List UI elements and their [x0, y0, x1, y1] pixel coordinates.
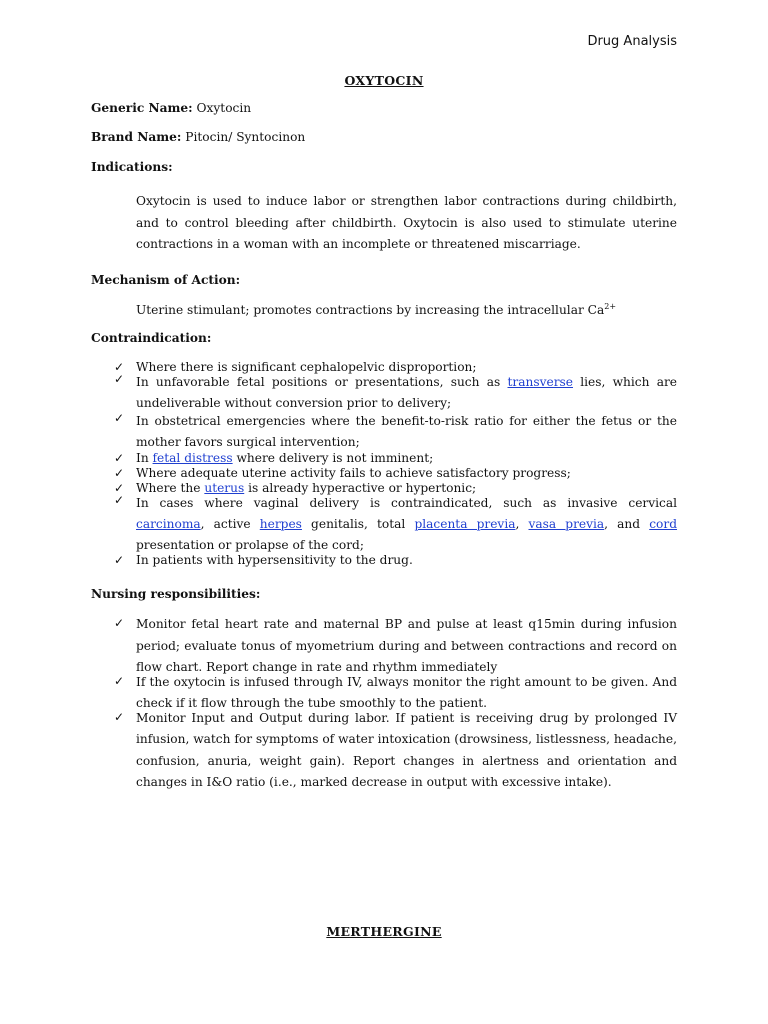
- drug-title-oxytocin: OXYTOCIN: [344, 73, 424, 88]
- contraindication-list: [114, 360, 677, 568]
- checkmark-icon: ✓: [114, 673, 125, 688]
- checkmark-icon: ✓: [114, 709, 125, 724]
- link-herpes[interactable]: herpes: [259, 517, 302, 531]
- list-item: ✓ In cases where vaginal delivery is contraindicated, such as invasive cervical carcinoma, active herpes genitalis, total placenta previa, vasa previa, and cord presentation or prolapse of the cord;: [114, 493, 677, 556]
- checkmark-icon: ✓: [114, 553, 125, 567]
- contraindication-heading: Contraindication:: [91, 331, 212, 345]
- list-item: ✓ Monitor fetal heart rate and maternal BP and pulse at least q15min during infusion period; evaluate tonus of myometrium during and between contractions and record on flow chart. Report change in rate and rhythm immediately: [114, 614, 677, 679]
- list-item: ✓ In obstetrical emergencies where the benefit-to-risk ratio for either the fetus or the mother favors surgical intervention;: [114, 411, 677, 453]
- mechanism-heading: Mechanism of Action:: [91, 273, 241, 287]
- mechanism-text: [136, 302, 616, 317]
- list-item: ✓ In fetal distress where delivery is not imminent;: [114, 451, 434, 465]
- link-vasa-previa[interactable]: vasa previa: [528, 517, 605, 531]
- generic-name-label: Generic Name:: [91, 101, 193, 115]
- link-carcinoma[interactable]: carcinoma: [136, 517, 201, 531]
- link-uterus[interactable]: uterus: [204, 481, 245, 495]
- generic-name-value: Oxytocin: [192, 101, 252, 115]
- link-transverse[interactable]: transverse: [507, 375, 573, 389]
- mechanism-text-body: Uterine stimulant; promotes contractions by increasing the intracellular Ca: [136, 303, 605, 318]
- list-item: ✓ In unfavorable fetal positions or presentations, such as transverse lies, which are undeliverable without conversion prior to delivery;: [114, 372, 677, 414]
- brand-name-line: [91, 130, 305, 144]
- indications-heading: Indications:: [91, 160, 173, 174]
- brand-name-value: Pitocin/ Syntocinon: [181, 130, 306, 144]
- nursing-list: [114, 614, 677, 794]
- list-item: ✓ Where the uterus is already hyperactive or hypertonic;: [114, 481, 477, 495]
- link-placenta-previa[interactable]: placenta previa: [414, 517, 516, 531]
- checkmark-icon: ✓: [114, 481, 125, 495]
- checkmark-icon: ✓: [114, 466, 125, 480]
- generic-name-line: [91, 101, 251, 115]
- checkmark-icon: ✓: [114, 451, 125, 465]
- link-cord[interactable]: cord: [649, 517, 678, 531]
- checkmark-icon: ✓: [114, 372, 125, 386]
- checkmark-icon: ✓: [114, 411, 125, 425]
- list-item: ✓ Monitor Input and Output during labor. If patient is receiving drug by prolonged IV infusion, watch for symptoms of water intoxication (drowsiness, listlessness, headache, confusion, anuria, weight gain). Report changes in alertness and orientation and changes in I&O ratio (i.e., marked decrease in output with excessive intake).: [114, 708, 677, 794]
- page-header: Drug Analysis: [587, 34, 677, 49]
- list-item: ✓ Where adequate uterine activity fails to achieve satisfactory progress;: [114, 466, 571, 480]
- indications-paragraph: Oxytocin is used to induce labor or strengthen labor contractions during childbirth, and to control bleeding after childbirth. Oxytocin is also used to stimulate uterine contractions in a woman with an incomplete or threatened miscarriage.: [136, 194, 677, 251]
- checkmark-icon: ✓: [114, 360, 125, 374]
- brand-name-label: Brand Name:: [91, 130, 182, 144]
- nursing-heading: Nursing responsibilities:: [91, 587, 261, 601]
- drug-title-merthergine: MERTHERGINE: [326, 924, 442, 939]
- checkmark-icon: ✓: [114, 493, 125, 507]
- checkmark-icon: ✓: [114, 616, 125, 630]
- list-item: ✓ If the oxytocin is infused through IV, always monitor the right amount to be given. And check if it flow through the tube smoothly to the patient.: [114, 672, 677, 715]
- list-item: ✓ Where there is significant cephalopelvic disproportion;: [114, 360, 477, 374]
- calcium-charge: 2+: [604, 302, 617, 311]
- link-fetal-distress[interactable]: fetal distress: [152, 451, 233, 465]
- list-item: ✓ In patients with hypersensitivity to the drug.: [114, 553, 413, 567]
